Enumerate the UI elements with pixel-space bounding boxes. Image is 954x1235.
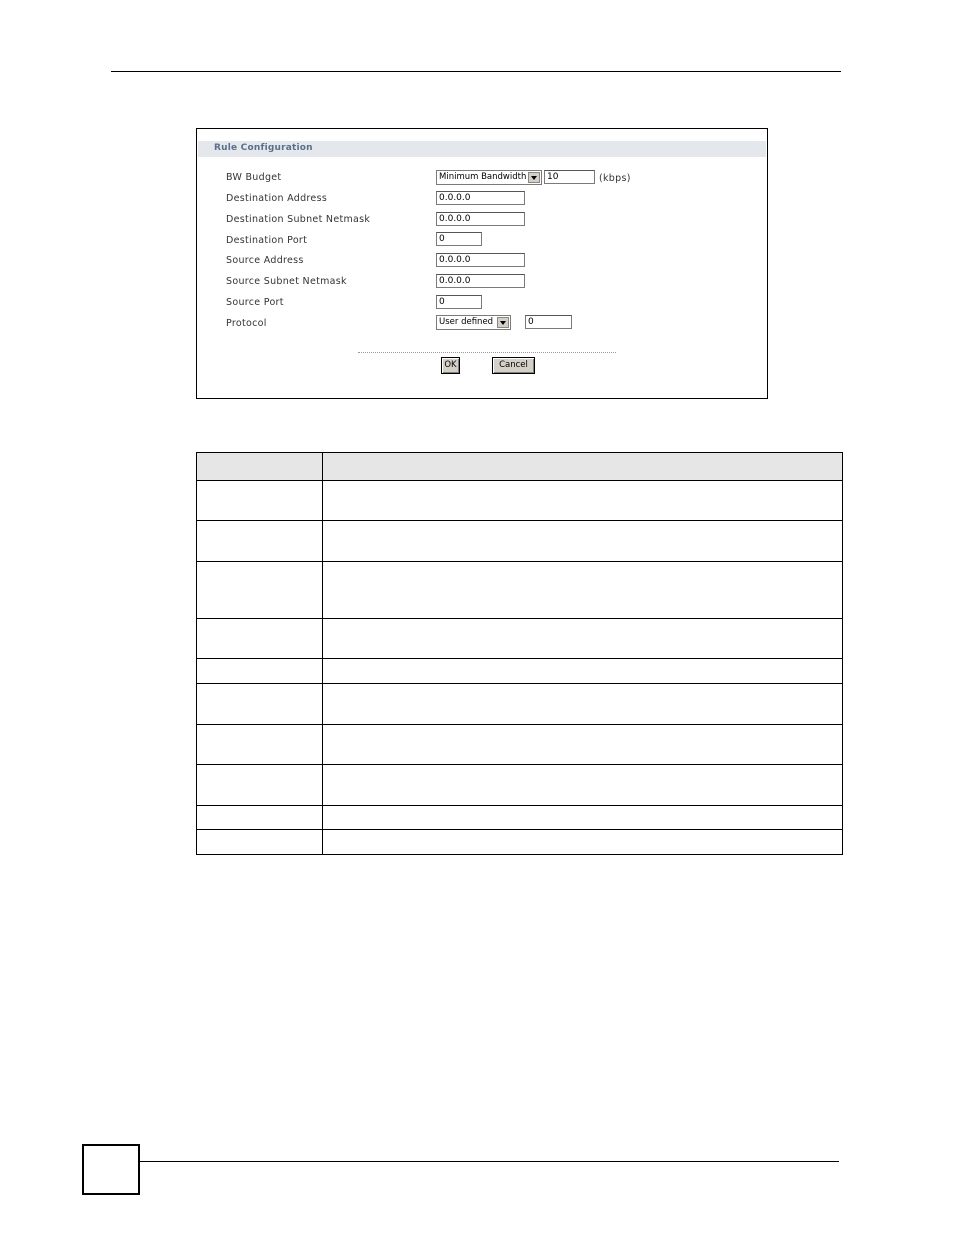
- destination-port-label: Destination Port: [226, 235, 308, 246]
- header-rule: [111, 71, 841, 72]
- table-row: [197, 562, 843, 619]
- table-row: [197, 684, 843, 725]
- bw-budget-unit: (kbps): [599, 173, 631, 184]
- table-row: [197, 659, 843, 684]
- footer-rule: [140, 1161, 839, 1162]
- destination-netmask-label: Destination Subnet Netmask: [226, 214, 371, 225]
- table-row: [197, 481, 843, 521]
- section-header-bar: [198, 141, 766, 157]
- section-title: Rule Configuration: [214, 143, 313, 153]
- source-address-input[interactable]: [436, 253, 525, 267]
- bw-budget-select-value: Minimum Bandwidth: [439, 172, 527, 182]
- bw-budget-select[interactable]: [436, 170, 542, 185]
- destination-address-label: Destination Address: [226, 193, 328, 204]
- table-row: [197, 521, 843, 562]
- table-row: [197, 830, 843, 855]
- rule-configuration-screen: [196, 128, 768, 399]
- table-header-cell: [197, 453, 323, 481]
- source-address-label: Source Address: [226, 255, 304, 266]
- protocol-select[interactable]: [436, 315, 511, 330]
- field-description-table: [196, 452, 843, 855]
- source-netmask-label: Source Subnet Netmask: [226, 276, 347, 287]
- source-port-input[interactable]: [436, 295, 482, 309]
- chevron-down-icon: [497, 317, 509, 328]
- protocol-select-value: User defined: [439, 317, 494, 327]
- page-number-box: [82, 1144, 140, 1195]
- ok-button[interactable]: OK: [441, 357, 460, 374]
- protocol-label: Protocol: [226, 318, 267, 329]
- bw-budget-input[interactable]: [544, 170, 595, 184]
- source-netmask-input[interactable]: [436, 274, 525, 288]
- table-row: [197, 765, 843, 806]
- table-row: [197, 619, 843, 659]
- bw-budget-label: BW Budget: [226, 172, 282, 183]
- table-header-row: [197, 453, 843, 481]
- table-row: [197, 725, 843, 765]
- cancel-button[interactable]: Cancel: [492, 357, 535, 374]
- destination-port-input[interactable]: [436, 232, 482, 246]
- destination-address-input[interactable]: [436, 191, 525, 205]
- chevron-down-icon: [528, 172, 540, 183]
- table-header-cell: [323, 453, 843, 481]
- source-port-label: Source Port: [226, 297, 284, 308]
- button-separator: [358, 352, 616, 353]
- table-row: [197, 806, 843, 830]
- protocol-number-input[interactable]: [525, 315, 572, 329]
- destination-netmask-input[interactable]: [436, 212, 525, 226]
